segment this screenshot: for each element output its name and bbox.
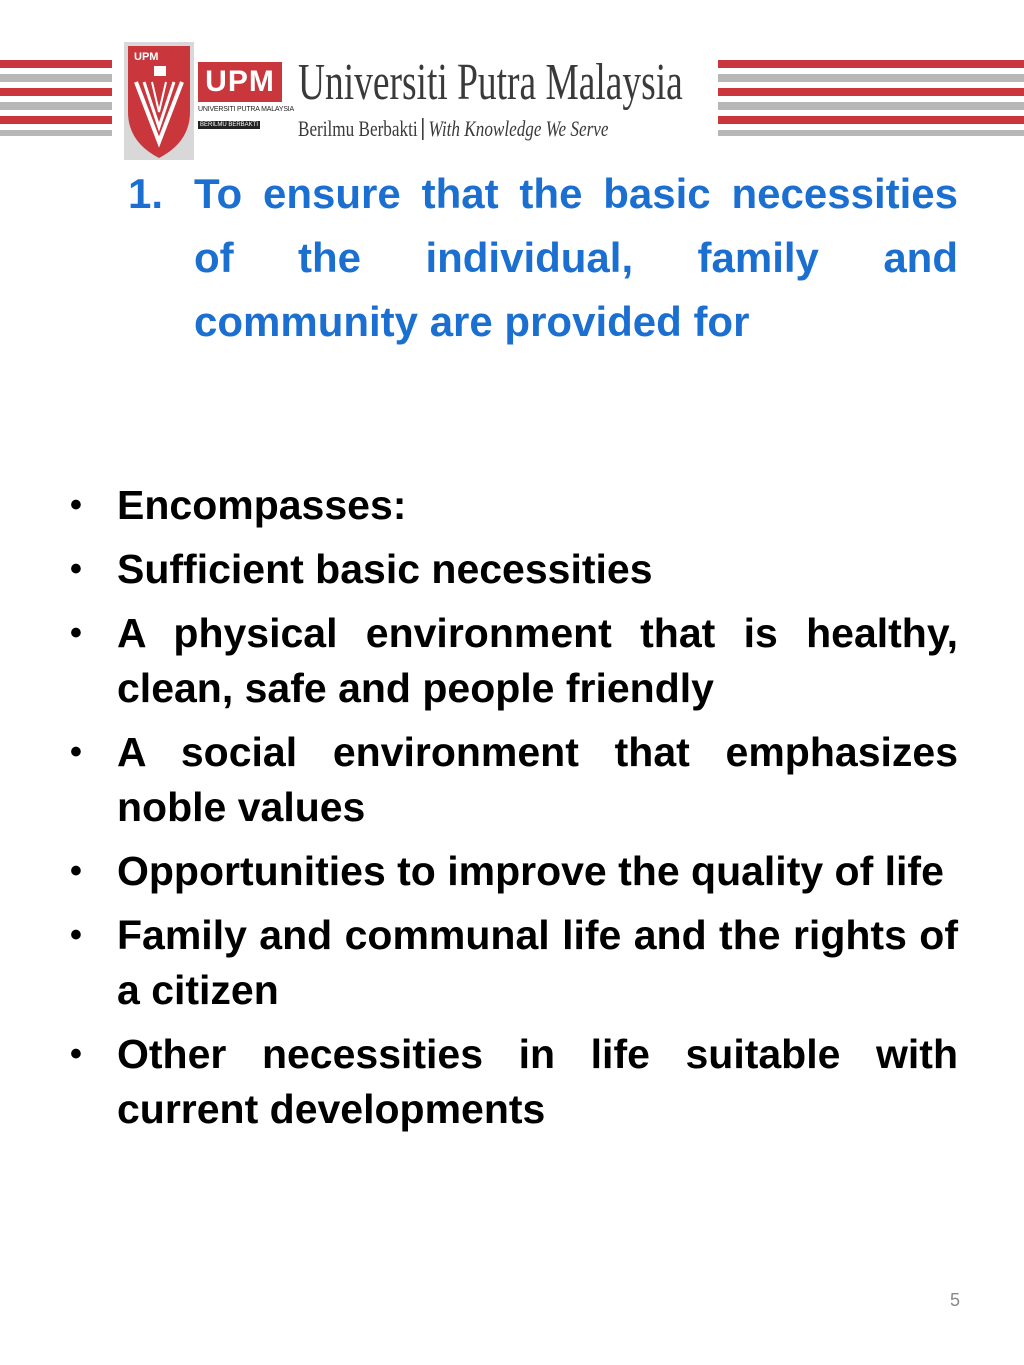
list-item [70,542,958,597]
list-item-text: A physical environment that is healthy, clean, safe and people friendly [117,610,958,711]
motto-divider [422,118,424,140]
list-item-text: Opportunities to improve the quality of life [117,848,944,894]
list-item-text: Encompasses: [117,482,407,528]
list-item-text: Sufficient basic necessities [117,546,653,592]
bullet-icon: • [70,614,82,652]
list-item [70,908,958,1018]
bullet-icon: • [70,550,82,588]
numbered-heading [128,162,958,354]
list-item [70,844,958,899]
bullet-icon: • [70,486,82,524]
bullet-icon: • [70,916,82,954]
emblem-label: UPM [134,51,159,63]
bullet-icon: • [70,733,82,771]
bullet-icon: • [70,1035,82,1073]
left-stripes [0,60,112,140]
bullet-icon: • [70,852,82,890]
list-item [70,606,958,716]
upm-box-logo: UPM [198,62,282,102]
upm-wordmark [198,62,295,142]
list-item-text: A social environment that emphasizes noble values [117,729,958,830]
header-banner [0,0,1024,160]
upm-tagline: BERILMU BERBAKTI [200,122,259,128]
page-number: 5 [949,1290,960,1310]
motto [298,116,609,142]
list-item-text: Other necessities in life suitable with current developments [117,1031,958,1132]
motto-english: With Knowledge We Serve [428,116,609,141]
bullet-list [70,478,958,1146]
list-item [70,725,958,835]
university-name: Universiti Putra Malaysia [298,54,683,111]
motto-malay: Berilmu Berbakti [298,116,418,141]
upm-emblem-icon [124,42,194,160]
heading-number: 1. [128,170,164,217]
heading-text: To ensure that the basic necessities of the individual, family and community are provided for [194,170,958,345]
upm-subtitle: UNIVERSITI PUTRA MALAYSIA [198,106,295,113]
list-item [70,478,958,533]
list-item [70,1027,958,1137]
right-stripes [718,60,1024,140]
list-item-text: Family and communal life and the rights of a citizen [117,912,958,1013]
